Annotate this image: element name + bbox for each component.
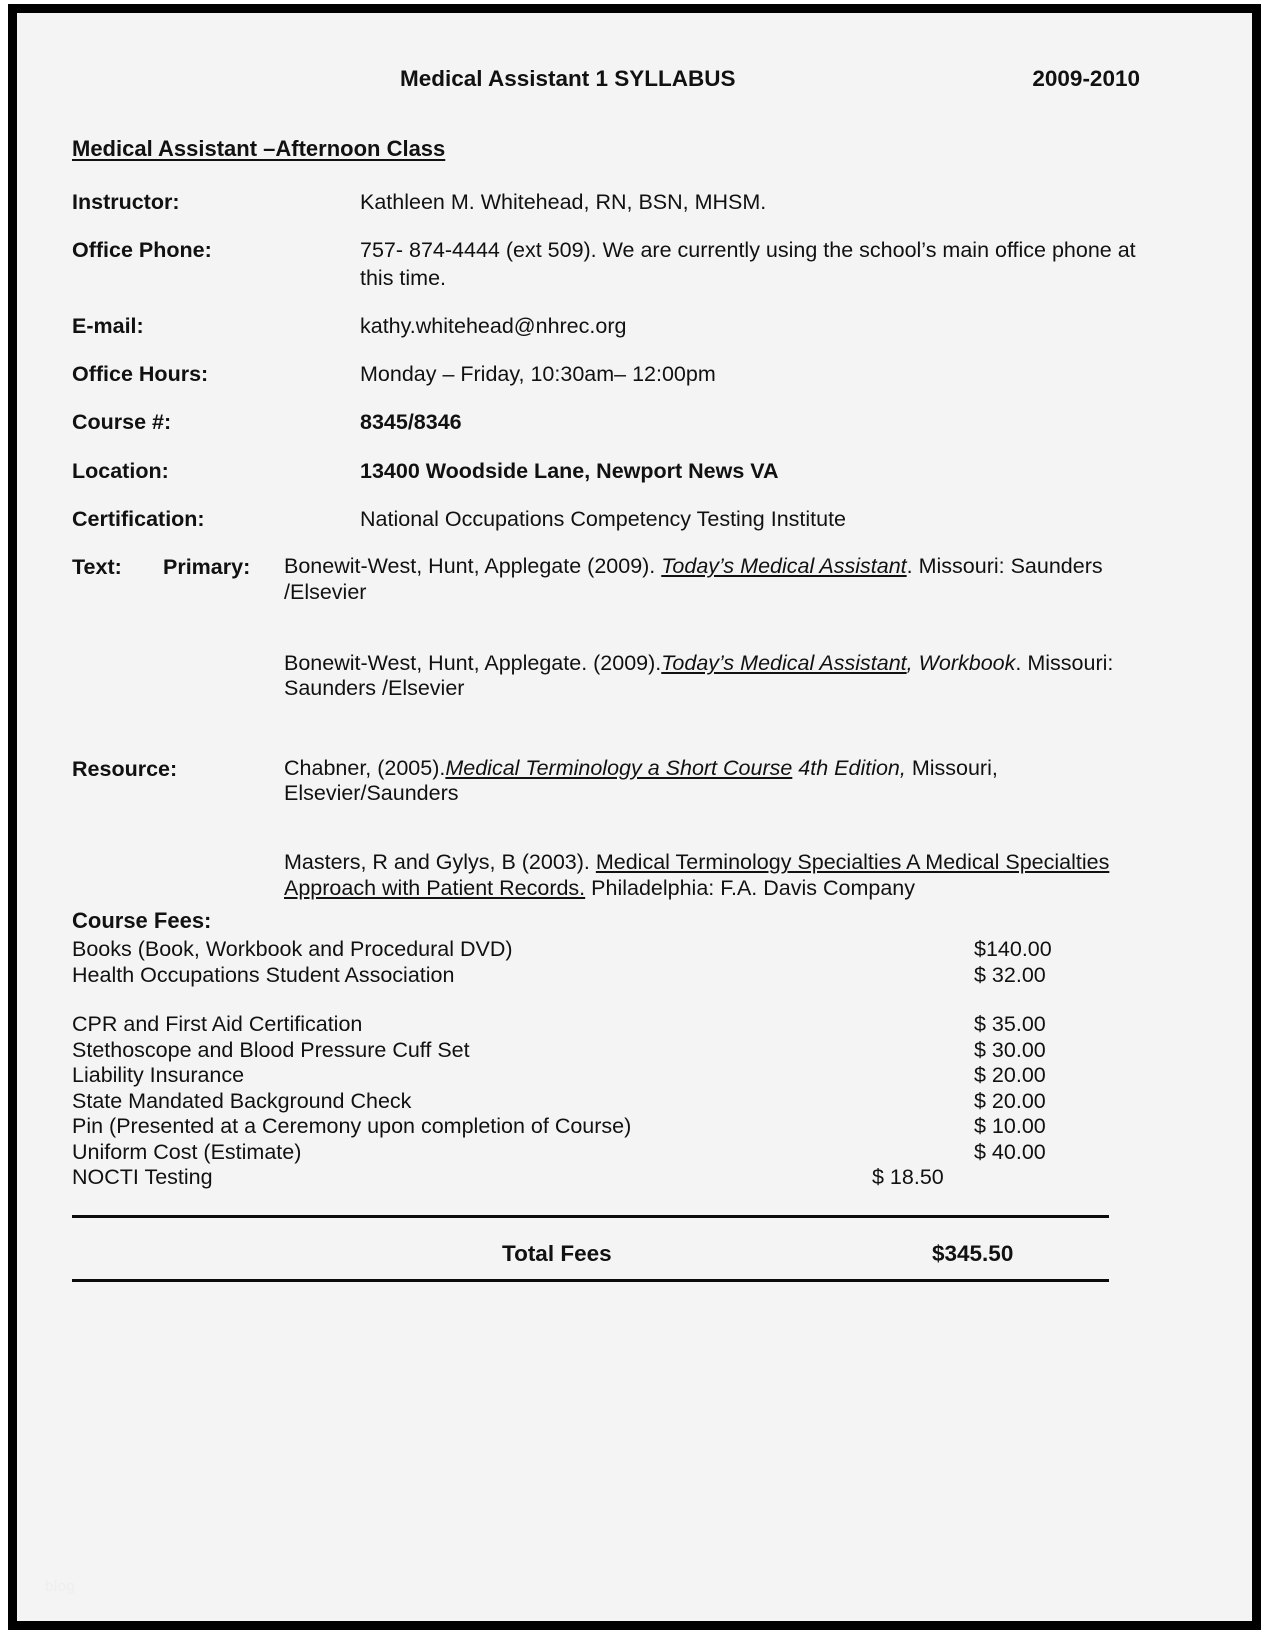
info-row-instructor bbox=[72, 189, 1162, 216]
fee-name: Books (Book, Workbook and Procedural DVD) bbox=[72, 937, 513, 962]
fee-name: Uniform Cost (Estimate) bbox=[72, 1139, 302, 1164]
ref-edition: 4th Edition, bbox=[792, 755, 906, 780]
fee-row bbox=[72, 962, 1162, 988]
fee-name: Pin (Presented at a Ceremony upon completion of Course) bbox=[72, 1114, 632, 1139]
primary-label: Primary: bbox=[163, 555, 251, 580]
document-header bbox=[72, 65, 1162, 105]
info-value: Monday – Friday, 10:30am– 12:00pm bbox=[360, 362, 716, 387]
info-row-course-number bbox=[72, 409, 1162, 436]
total-fees-amount: $345.50 bbox=[932, 1240, 1014, 1266]
info-row-email bbox=[72, 313, 1162, 340]
ref-title: Medical Terminology a Short Course bbox=[445, 755, 793, 780]
info-label: Office Hours: bbox=[72, 362, 209, 387]
ref-title: Today’s Medical Assistant bbox=[661, 554, 907, 579]
fee-row bbox=[72, 1011, 1162, 1037]
fee-name: Health Occupations Student Association bbox=[72, 962, 455, 987]
ref-post: . Missouri: Saunders /Elsevier bbox=[284, 554, 1103, 604]
spacer bbox=[72, 702, 1162, 756]
course-fees-heading: Course Fees: bbox=[72, 908, 212, 934]
info-value: 13400 Woodside Lane, Newport News VA bbox=[360, 458, 779, 483]
course-fees-section bbox=[72, 907, 1162, 1281]
info-label: Office Phone: bbox=[72, 238, 212, 263]
ref-pre: Masters, R and Gylys, B (2003). bbox=[284, 850, 596, 875]
fees-divider-top bbox=[72, 1215, 1109, 1218]
info-value: 8345/8346 bbox=[360, 410, 462, 435]
fee-amount: $ 35.00 bbox=[974, 1012, 1046, 1037]
fee-row bbox=[72, 1139, 1162, 1165]
fee-name: Liability Insurance bbox=[72, 1063, 245, 1088]
fee-name: State Mandated Background Check bbox=[72, 1088, 412, 1113]
fee-row bbox=[72, 1164, 1162, 1190]
primary-reference bbox=[284, 554, 1162, 605]
ref-title: Today’s Medical Assistant bbox=[661, 651, 907, 676]
fee-row bbox=[72, 1113, 1162, 1139]
info-label: Certification: bbox=[72, 507, 205, 532]
syllabus-document bbox=[72, 65, 1162, 1282]
ref-post: . Missouri: Saunders /Elsevier bbox=[284, 651, 1114, 701]
fee-amount: $ 20.00 bbox=[974, 1063, 1046, 1088]
fee-amount: $ 20.00 bbox=[974, 1088, 1046, 1113]
info-label: Course #: bbox=[72, 410, 172, 435]
fee-row bbox=[72, 1037, 1162, 1063]
fee-amount: $ 18.50 bbox=[872, 1165, 944, 1190]
info-list bbox=[72, 189, 1162, 533]
info-value: National Occupations Competency Testing Institute bbox=[360, 507, 847, 532]
masters-row bbox=[72, 850, 1162, 901]
watermark: blog bbox=[45, 1578, 76, 1595]
text-label: Text: bbox=[72, 555, 122, 580]
spacer bbox=[72, 607, 1162, 651]
page-title: Medical Assistant 1 SYLLABUS bbox=[400, 66, 736, 91]
ref-pre: Chabner, (2005). bbox=[284, 755, 446, 780]
info-row-location bbox=[72, 458, 1162, 485]
resource-row bbox=[72, 756, 1162, 807]
fee-name: Stethoscope and Blood Pressure Cuff Set bbox=[72, 1037, 470, 1062]
info-row-office-phone bbox=[72, 237, 1162, 292]
fee-name: NOCTI Testing bbox=[72, 1165, 213, 1190]
ref-pre: Bonewit-West, Hunt, Applegate. (2009). bbox=[284, 651, 662, 676]
fee-amount: $ 30.00 bbox=[974, 1037, 1046, 1062]
info-label: Instructor: bbox=[72, 189, 180, 214]
fee-name: CPR and First Aid Certification bbox=[72, 1012, 363, 1037]
workbook-row bbox=[72, 651, 1162, 702]
fee-row bbox=[72, 936, 1162, 962]
page-border-frame bbox=[8, 4, 1261, 1630]
ref-mid: , Workbook bbox=[906, 651, 1016, 676]
class-heading: Medical Assistant –Afternoon Class bbox=[72, 136, 446, 161]
info-value: 757- 874-4444 (ext 509). We are currently using the school’s main office phone at this time. bbox=[360, 238, 1136, 290]
info-label: E-mail: bbox=[72, 313, 144, 338]
ref-title: Medical Terminology Specialties A Medical Specialties Approach with Patient Records. bbox=[284, 850, 1110, 900]
info-label: Location: bbox=[72, 458, 169, 483]
ref-post: Missouri, Elsevier/Saunders bbox=[284, 755, 998, 806]
text-primary-row bbox=[72, 554, 1162, 605]
fee-row bbox=[72, 1088, 1162, 1114]
fee-row bbox=[72, 1062, 1162, 1088]
info-value: kathy.whitehead@nhrec.org bbox=[360, 313, 627, 338]
fee-amount: $ 10.00 bbox=[974, 1114, 1046, 1139]
masters-reference bbox=[284, 850, 1162, 901]
fee-amount: $140.00 bbox=[974, 937, 1052, 962]
info-value: Kathleen M. Whitehead, RN, BSN, MHSM. bbox=[360, 189, 767, 214]
ref-pre: Bonewit-West, Hunt, Applegate (2009). bbox=[284, 554, 662, 579]
fee-amount: $ 40.00 bbox=[974, 1139, 1046, 1164]
fee-amount: $ 32.00 bbox=[974, 962, 1046, 987]
info-row-certification bbox=[72, 506, 1162, 533]
school-year: 2009-2010 bbox=[1032, 66, 1140, 91]
page-canvas bbox=[17, 13, 1252, 1621]
info-row-office-hours bbox=[72, 361, 1162, 388]
total-fees-row bbox=[72, 1240, 1162, 1272]
spacer bbox=[72, 806, 1162, 850]
resource-label: Resource: bbox=[72, 756, 178, 781]
spacer bbox=[72, 987, 1162, 1011]
total-fees-label: Total Fees bbox=[502, 1240, 612, 1266]
fees-divider-bottom bbox=[72, 1279, 1109, 1282]
chabner-reference bbox=[284, 756, 1162, 807]
ref-post: Philadelphia: F.A. Davis Company bbox=[585, 875, 915, 900]
workbook-reference bbox=[284, 651, 1162, 702]
